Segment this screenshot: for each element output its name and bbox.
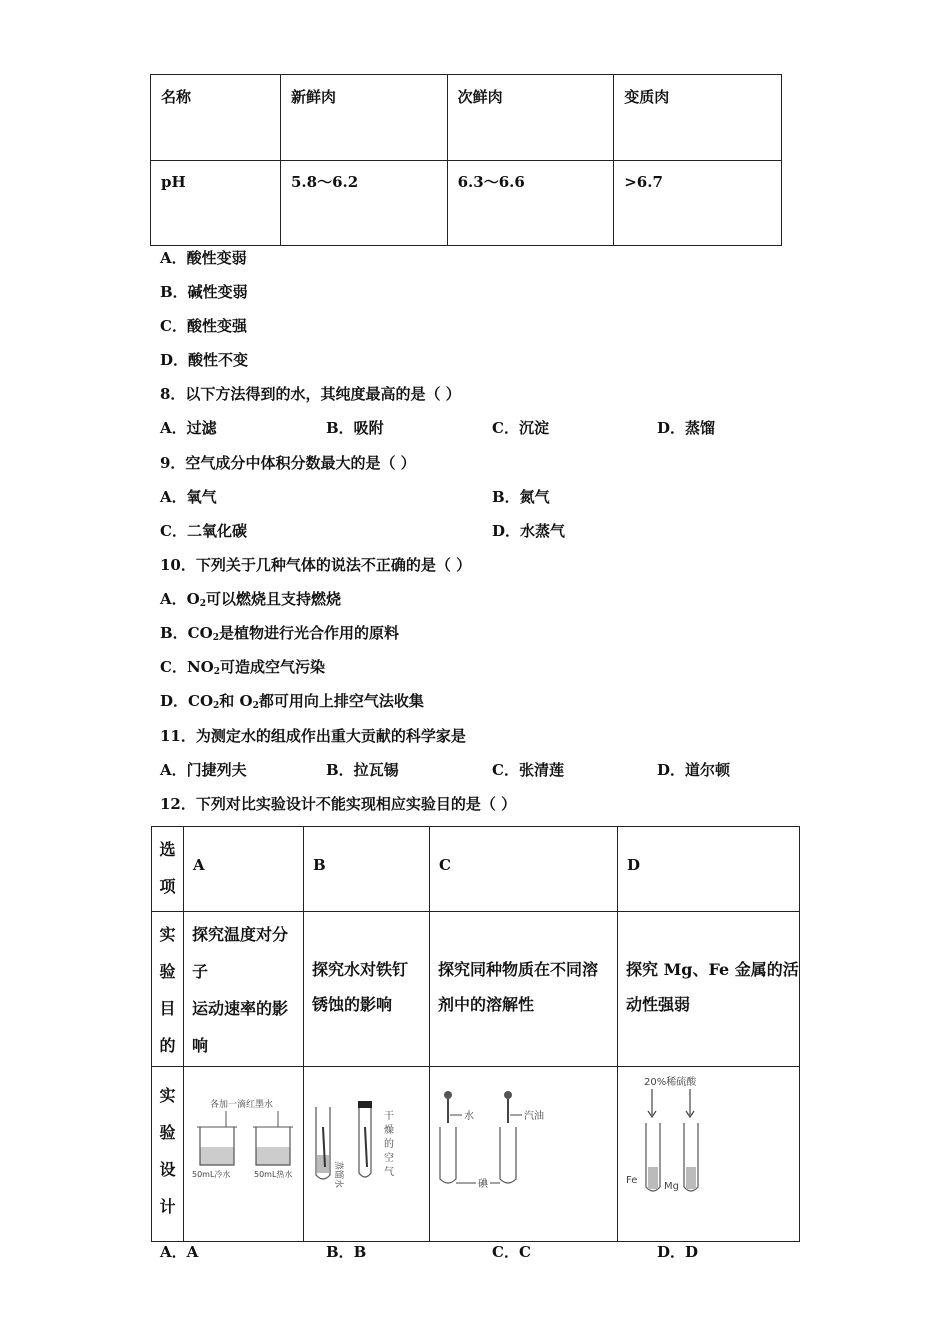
purpose-a: 探究温度对分 子 运动速率的影 响: [192, 925, 289, 1055]
option-header-c: C: [439, 856, 451, 874]
tube-gasoline: [500, 1127, 516, 1183]
label-fe: Fe: [626, 1175, 638, 1186]
q11-option-b: B．拉瓦锡: [326, 761, 399, 779]
experiment-table: [151, 826, 800, 1242]
q10-option-a: A．$O_2$可以燃烧且支持燃烧: [160, 590, 341, 609]
q10-option-b: B．$CO_2$是植物进行光合作用的原料: [160, 624, 399, 643]
label-mg: Mg: [664, 1181, 679, 1192]
purpose-b: 探究水对铁钉 锈蚀的影响: [312, 960, 409, 1014]
ph-table-header-fresh: 新鲜肉: [290, 88, 336, 106]
row-label-option: 选 项: [159, 840, 176, 896]
ph-table-header-name: 名称: [161, 88, 192, 106]
tube-water: [440, 1127, 456, 1183]
q9-stem: 9．空气成分中体积分数最大的是（ ）: [160, 454, 416, 472]
option-header-b: B: [313, 856, 326, 874]
dropper-gasoline: [504, 1091, 512, 1123]
q11-stem: 11．为测定水的组成作出重大贡献的科学家是: [160, 727, 466, 745]
ph-table: [150, 74, 782, 246]
ph-table-header-semi: 次鲜肉: [457, 88, 503, 106]
label-hot-water: 50mL热水: [254, 1170, 293, 1179]
label-acid: 20%稀硫酸: [644, 1077, 697, 1088]
q8-option-b: B．吸附: [326, 419, 384, 437]
q11-option-a: A．门捷列夫: [160, 761, 247, 779]
iodine-solvent-diagram: [430, 1067, 617, 1237]
ph-table-header-spoiled: 变质肉: [624, 88, 670, 106]
q7-option-a: A．酸性变弱: [160, 249, 247, 267]
label-dry-air-4: 气: [384, 1167, 394, 1178]
tube-distilled-water: [316, 1107, 330, 1179]
label-iodine: 碘: [478, 1179, 488, 1190]
q11-option-c: C．张清莲: [492, 761, 564, 779]
row-label-purpose: 实 验 目 的: [159, 925, 176, 1055]
q12-option-c: C．C: [492, 1243, 531, 1261]
ph-table-row-label: pH: [161, 173, 186, 191]
label-water: 水: [464, 1111, 474, 1122]
q10-option-d: D．$CO_2$和 $O_2$都可用向上排空气法收集: [160, 692, 424, 711]
beaker-diagram: [184, 1067, 303, 1237]
label-dry-air-2: 的: [384, 1139, 394, 1150]
row-label-design: 实 验 设 计: [159, 1086, 176, 1216]
purpose-c: 探究同种物质在不同溶 剂中的溶解性: [438, 960, 599, 1014]
purpose-d: 探究 Mg、Fe 金属的活 动性强弱: [626, 960, 799, 1014]
fe-metal: [648, 1167, 658, 1189]
label-gasoline: 汽油: [524, 1111, 544, 1122]
mg-metal: [686, 1167, 696, 1189]
q10-stem: 10．下列关于几种气体的说法不正确的是（ ）: [160, 556, 472, 574]
label-distilled-water: 蒸馏水: [333, 1161, 343, 1189]
beaker-cold: [197, 1127, 237, 1165]
q12-stem: 12．下列对比实验设计不能实现相应实验目的是（ ）: [160, 795, 517, 813]
label-dry-air-0: 干: [384, 1111, 394, 1122]
ph-table-value-fresh: 5.8～6.2: [290, 173, 359, 191]
nail-tube-diagram: [304, 1067, 429, 1237]
q12-option-a: A．A: [160, 1243, 199, 1261]
label-cold-water: 50mL冷水: [192, 1170, 231, 1179]
option-header-d: D: [627, 856, 641, 874]
q8-option-c: C．沉淀: [492, 419, 549, 437]
q8-stem: 8．以下方法得到的水，其纯度最高的是（ ）: [160, 385, 461, 403]
q9-option-c: C．二氧化碳: [160, 522, 247, 540]
label-dry-air-1: 燥: [384, 1125, 394, 1136]
q7-option-c: C．酸性变强: [160, 317, 247, 335]
q9-option-d: D．水蒸气: [492, 522, 566, 540]
q9-option-b: B．氮气: [492, 488, 550, 506]
q8-option-a: A．过滤: [160, 419, 217, 437]
ph-table-value-semi: 6.3～6.6: [457, 173, 525, 191]
dropper-water: [444, 1091, 452, 1123]
q8-option-d: D．蒸馏: [657, 419, 716, 437]
label-red-ink: 各加一滴红墨水: [210, 1100, 274, 1110]
q7-option-b: B．碱性变弱: [160, 283, 248, 301]
q11-option-d: D．道尔顿: [657, 761, 731, 779]
q12-option-b: B．B: [326, 1243, 367, 1261]
label-dry-air-3: 空: [384, 1153, 394, 1164]
ph-table-value-spoiled: >6.7: [624, 173, 663, 191]
option-header-a: A: [193, 856, 205, 874]
beaker-hot: [253, 1127, 293, 1165]
tube-dry-air: [358, 1101, 372, 1177]
q9-option-a: A．氧气: [160, 488, 217, 506]
metal-acid-diagram: [618, 1067, 799, 1237]
q7-option-d: D．酸性不变: [160, 351, 249, 369]
q12-option-d: D．D: [657, 1243, 699, 1261]
q10-option-c: C．$NO_2$可造成空气污染: [160, 658, 325, 677]
